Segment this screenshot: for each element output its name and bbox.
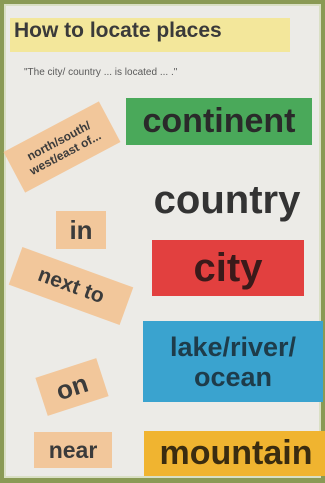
near-preposition-card: near — [34, 432, 112, 468]
continent-card: continent — [126, 98, 312, 145]
example-sentence: "The city/ country ... is located ... ." — [24, 67, 178, 78]
on-preposition-card: on — [35, 358, 108, 416]
in-preposition-card: in — [56, 211, 106, 249]
city-card: city — [152, 240, 304, 296]
next-to-preposition-card: next to — [9, 247, 134, 325]
country-card: country — [153, 178, 301, 222]
poster-title: How to locate places — [14, 19, 222, 42]
lake-river-ocean-card: lake/river/ ocean — [143, 321, 323, 402]
mountain-card: mountain — [144, 431, 325, 476]
direction-preposition-card: north/south/ west/east of... — [4, 101, 121, 192]
poster-board — [4, 4, 321, 478]
